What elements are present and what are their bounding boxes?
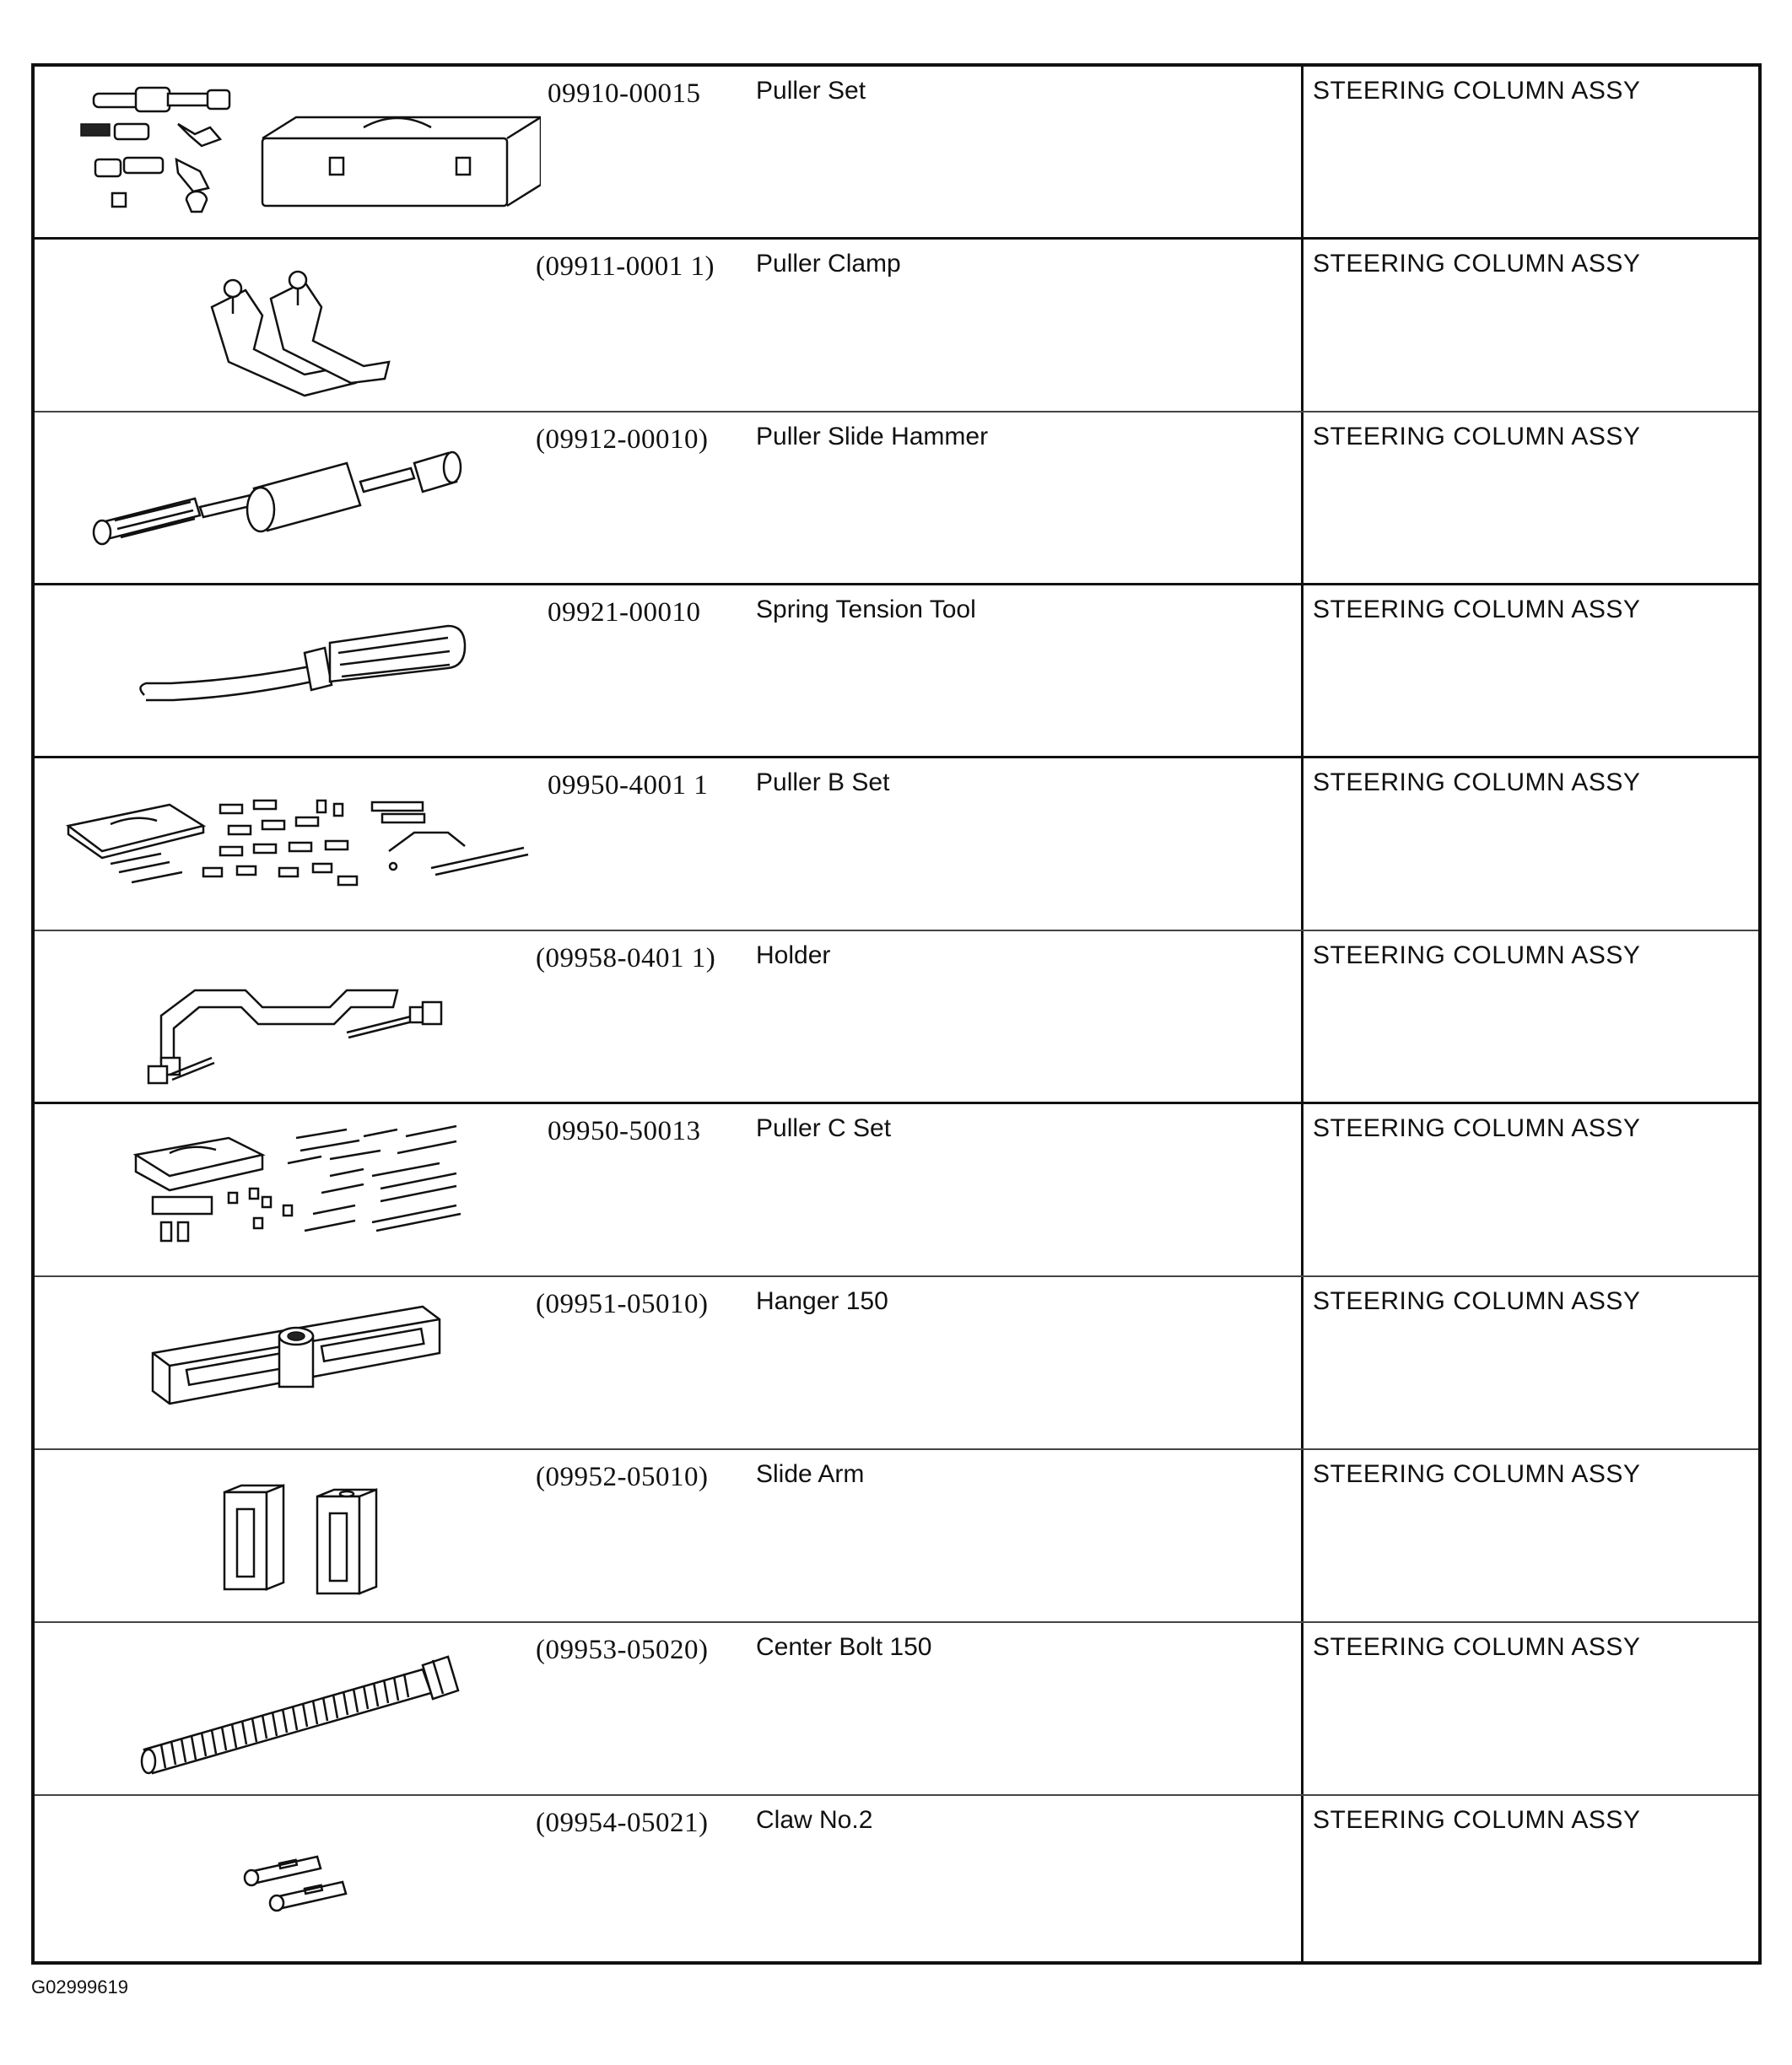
table-row (35, 931, 1758, 1104)
part-number: 09921-00010 (548, 597, 701, 628)
tool-description: Hanger 150 (756, 1287, 888, 1315)
tool-description: Puller C Set (756, 1114, 892, 1142)
part-number: (09954-05021) (536, 1808, 709, 1838)
part-number: (09953-05020) (536, 1635, 709, 1665)
table-row (35, 585, 1758, 758)
puller-clamp-icon (51, 248, 541, 404)
tool-description: Holder (756, 941, 831, 969)
puller-c-set-icon (51, 1113, 541, 1269)
table-row (35, 758, 1758, 931)
section-name: STEERING COLUMN ASSY (1313, 1287, 1641, 1315)
section-name: STEERING COLUMN ASSY (1313, 596, 1641, 623)
table-row (35, 1623, 1758, 1796)
tool-description: Puller Clamp (756, 250, 901, 278)
table-row (35, 67, 1758, 240)
hanger-icon (51, 1286, 541, 1442)
center-bolt-icon (51, 1631, 541, 1787)
section-name: STEERING COLUMN ASSY (1313, 1114, 1641, 1142)
section-name: STEERING COLUMN ASSY (1313, 423, 1641, 450)
tool-description: Puller Slide Hammer (756, 423, 989, 450)
section-name: STEERING COLUMN ASSY (1313, 768, 1641, 796)
holder-icon (51, 940, 541, 1096)
section-name: STEERING COLUMN ASSY (1313, 1806, 1641, 1834)
table-row (35, 240, 1758, 412)
part-number: (09958-0401 1) (536, 943, 716, 973)
tool-description: Slide Arm (756, 1460, 865, 1488)
slide-hammer-icon (51, 421, 541, 577)
part-number: 09950-4001 1 (548, 770, 709, 801)
puller-set-icon (51, 75, 541, 231)
section-name: STEERING COLUMN ASSY (1313, 250, 1641, 278)
table-row (35, 1277, 1758, 1450)
part-number: 09950-50013 (548, 1116, 701, 1146)
tool-description: Claw No.2 (756, 1806, 873, 1834)
part-number: (09912-00010) (536, 424, 709, 455)
special-tools-table (31, 63, 1762, 1965)
section-name: STEERING COLUMN ASSY (1313, 1460, 1641, 1488)
section-name: STEERING COLUMN ASSY (1313, 77, 1641, 105)
part-number: (09952-05010) (536, 1462, 709, 1492)
figure-code: G02999619 (31, 1976, 128, 1998)
table-row (35, 1450, 1758, 1623)
part-number: (09951-05010) (536, 1289, 709, 1319)
tool-description: Spring Tension Tool (756, 596, 976, 623)
section-name: STEERING COLUMN ASSY (1313, 1633, 1641, 1661)
part-number: (09911-0001 1) (536, 251, 715, 282)
table-row (35, 412, 1758, 585)
tool-description: Center Bolt 150 (756, 1633, 932, 1661)
tool-description: Puller Set (756, 77, 866, 105)
table-row (35, 1796, 1758, 1969)
slide-arm-icon (51, 1458, 541, 1615)
section-name: STEERING COLUMN ASSY (1313, 941, 1641, 969)
puller-b-set-icon (51, 767, 541, 923)
claw-icon (51, 1804, 541, 1960)
tool-description: Puller B Set (756, 768, 890, 796)
part-number: 09910-00015 (548, 78, 701, 109)
table-row (35, 1104, 1758, 1277)
spring-tension-tool-icon (51, 594, 541, 750)
